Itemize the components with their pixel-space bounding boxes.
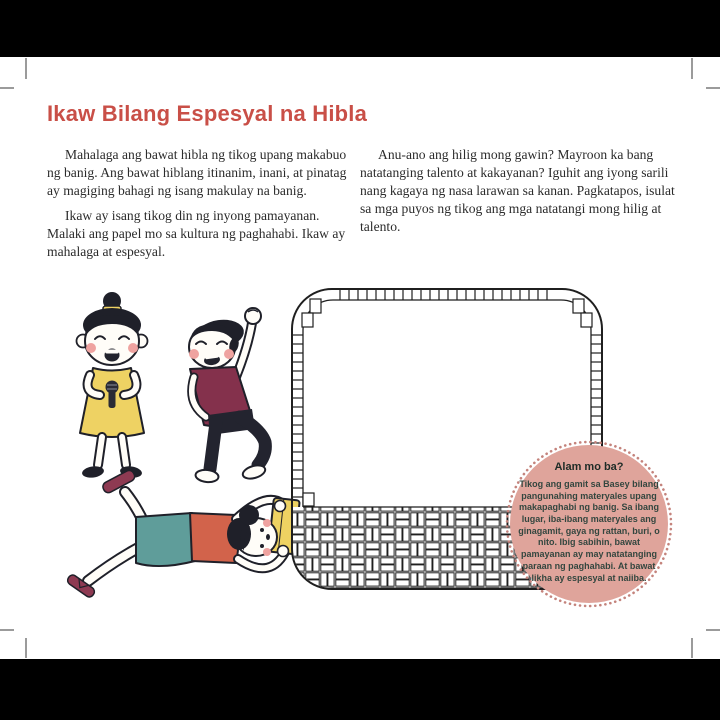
children-illustration — [40, 285, 310, 607]
did-you-know-content — [517, 461, 661, 584]
body-paragraph: Mahalaga ang bawat hibla ng tikog upang makabuo ng banig. Ang bawat hiblang itinanim, inani, at pinatag ay magiging bahagi ng isang makulay na banig. — [47, 147, 347, 199]
body-paragraph: Ikaw ay isang tikog din ng inyong pamayanan. Malaki ang papel mo sa kultura ng paghahabi. Ikaw ay mahalaga at espesyal. — [47, 208, 346, 260]
letterbox-bar-top — [0, 0, 720, 57]
boy-dancing-icon — [189, 308, 267, 483]
crop-mark — [0, 87, 14, 89]
crop-mark — [25, 58, 27, 79]
letterbox-bar-bottom — [0, 659, 720, 720]
crop-mark — [691, 638, 693, 658]
girl-singing-icon — [77, 292, 148, 479]
crop-mark — [706, 629, 720, 631]
child-reading-icon — [66, 469, 300, 599]
crop-mark — [706, 87, 720, 89]
crop-mark — [25, 638, 27, 658]
text-column-left — [47, 146, 350, 268]
did-you-know-heading: Alam mo ba? — [554, 461, 624, 473]
page-title: Ikaw Bilang Espesyal na Hibla — [47, 101, 368, 126]
crop-mark — [0, 629, 14, 631]
did-you-know-body: Tikog ang gamit sa Basey bilang pangunahing materyales upang makapaghabi ng banig. Sa ibang lugar, iba-ibang materyales ang ginagamit, gaya ng rattan, buri, o nito. Ibig sabihin, bawat pamayanan ay may natatanging paraan ng paghahabi. At bawat likha ay espesyal at naiiba. — [518, 479, 660, 583]
crop-mark — [691, 58, 693, 79]
body-paragraph: Anu-ano ang hilig mong gawin? Mayroon ka bang natatanging talento at kakayanan? Iguhit ang iyong sarili nang kagaya ng nasa larawan sa kanan. Pagkatapos, isulat sa mga puyos ng tikog ang mga natatangi mong hilig at talento. — [360, 147, 675, 235]
text-column-right — [360, 146, 680, 243]
